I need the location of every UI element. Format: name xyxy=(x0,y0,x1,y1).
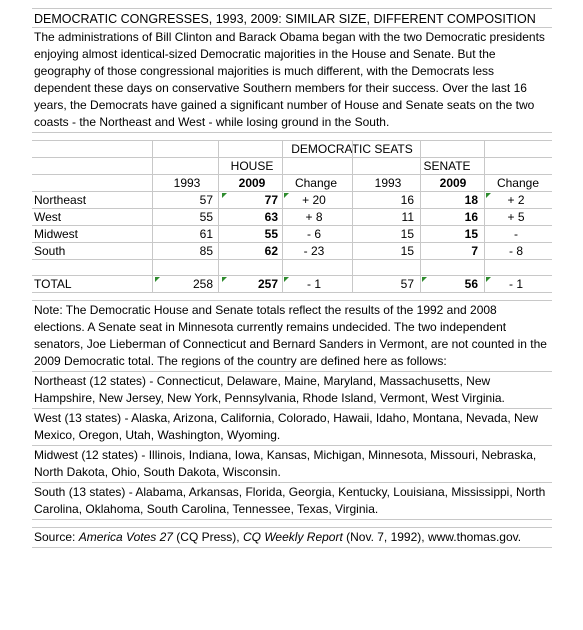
cell-s1993: 16 xyxy=(400,193,414,207)
cell-schg: - 8 xyxy=(508,244,523,258)
cell-h1993: 258 xyxy=(192,277,213,291)
note-paragraph: Note: The Democratic House and Senate totals reflect the results of the 1992 and 2008 elections. A Senate seat in Minnesota currently remains undecided. The two independent senators, Joe Lieberman of Connecticut and Bernard Sanders in Vermont, are not counted in the 2009 Democratic total. The regions of the country are defined here as follows: xyxy=(32,301,552,372)
source-suffix: (Nov. 7, 1992), www.thomas.gov. xyxy=(342,530,522,544)
seats-table xyxy=(32,141,552,293)
cell-s2009: 7 xyxy=(471,244,478,258)
col-senate-1993: 1993 xyxy=(374,176,402,190)
cell-hchg: + 20 xyxy=(302,193,326,207)
cell-s1993: 11 xyxy=(401,210,414,224)
cell-schg: + 2 xyxy=(507,193,525,207)
col-house-change: Change xyxy=(294,176,338,190)
region-def-south: South (13 states) - Alabama, Arkansas, Florida, Georgia, Kentucky, Louisiana, Mississippi, North Carolina, Oklahoma, South Carolina, Tennessee, Texas, Virginia. xyxy=(32,483,552,520)
column-gridline xyxy=(420,141,421,293)
table-gridlines xyxy=(32,141,552,293)
senate-label: SENATE xyxy=(423,159,471,173)
spacer-row xyxy=(32,133,552,141)
source-prefix: Source: xyxy=(34,530,79,544)
cell-hchg: - 23 xyxy=(303,244,325,258)
group-header: DEMOCRATIC SEATS xyxy=(291,142,413,156)
cell-schg: - xyxy=(514,227,518,241)
column-gridline xyxy=(352,141,353,293)
cell-s2009: 18 xyxy=(464,193,478,207)
col-house-1993: 1993 xyxy=(173,176,201,190)
region-def-west: West (13 states) - Alaska, Arizona, California, Colorado, Hawaii, Idaho, Montana, Nevada, New Mexico, Oregon, Utah, Washington, Wyoming. xyxy=(32,409,552,446)
column-gridline xyxy=(484,141,485,293)
cell-region: West xyxy=(34,210,62,224)
cell-h1993: 61 xyxy=(199,227,213,241)
source-mid: (CQ Press), xyxy=(172,530,243,544)
cell-h1993: 85 xyxy=(199,244,213,258)
cell-region: TOTAL xyxy=(34,277,72,291)
cell-h1993: 57 xyxy=(199,193,213,207)
region-def-midwest: Midwest (12 states) - Illinois, Indiana, Iowa, Kansas, Michigan, Minnesota, Missouri, Nebraska, North Dakota, Ohio, South Dakota, Wisconsin. xyxy=(32,446,552,483)
source-pub-1: America Votes 27 xyxy=(78,530,173,544)
cell-s2009: 16 xyxy=(464,210,478,224)
col-senate-2009: 2009 xyxy=(439,176,467,190)
source-pub-2: CQ Weekly Report xyxy=(242,530,343,544)
column-gridline xyxy=(282,141,283,293)
column-gridline xyxy=(218,141,219,293)
cell-region: South xyxy=(34,244,66,258)
spacer-row xyxy=(32,520,552,528)
cell-h1993: 55 xyxy=(199,210,213,224)
column-gridline xyxy=(152,141,153,293)
intro-paragraph: The administrations of Bill Clinton and Barack Obama began with the two Democratic presidents enjoying almost identical-sized Democratic majorities in the House and Senate. But the geography of those congressional majorities is much different, with the Democrats less dependent these days on conservative Southern members for their success. Over the last 16 years, the Democrats have gained a significant number of House and Senate seats on the two coasts - the Northeast and West - while losing ground in the South. xyxy=(32,28,552,133)
col-house-2009: 2009 xyxy=(238,176,266,190)
cell-schg: - 1 xyxy=(508,277,523,291)
region-def-northeast: Northeast (12 states) - Connecticut, Delaware, Maine, Maryland, Massachusetts, New Hampshire, New Jersey, New York, Pennsylvania, Rhode Island, Vermont, West Virginia. xyxy=(32,372,552,409)
cell-h2009: 63 xyxy=(264,210,278,224)
col-senate-change: Change xyxy=(496,176,540,190)
spacer-row xyxy=(32,293,552,301)
cell-region: Northeast xyxy=(34,193,87,207)
spreadsheet xyxy=(32,8,552,548)
cell-s2009: 56 xyxy=(464,277,478,291)
cell-s2009: 15 xyxy=(464,227,478,241)
cell-schg: + 5 xyxy=(507,210,525,224)
cell-h2009: 77 xyxy=(264,193,278,207)
cell-h2009: 55 xyxy=(264,227,278,241)
house-label: HOUSE xyxy=(230,159,274,173)
cell-s1993: 15 xyxy=(400,227,414,241)
cell-hchg: - 1 xyxy=(306,277,321,291)
cell-hchg: + 8 xyxy=(305,210,323,224)
cell-region: Midwest xyxy=(34,227,79,241)
sheet-title: DEMOCRATIC CONGRESSES, 1993, 2009: SIMILAR SIZE, DIFFERENT COMPOSITION xyxy=(32,8,552,28)
cell-hchg: - 6 xyxy=(306,227,321,241)
cell-h2009: 257 xyxy=(257,277,278,291)
source-line xyxy=(32,528,552,548)
cell-s1993: 15 xyxy=(400,244,414,258)
cell-h2009: 62 xyxy=(264,244,278,258)
cell-s1993: 57 xyxy=(400,277,414,291)
